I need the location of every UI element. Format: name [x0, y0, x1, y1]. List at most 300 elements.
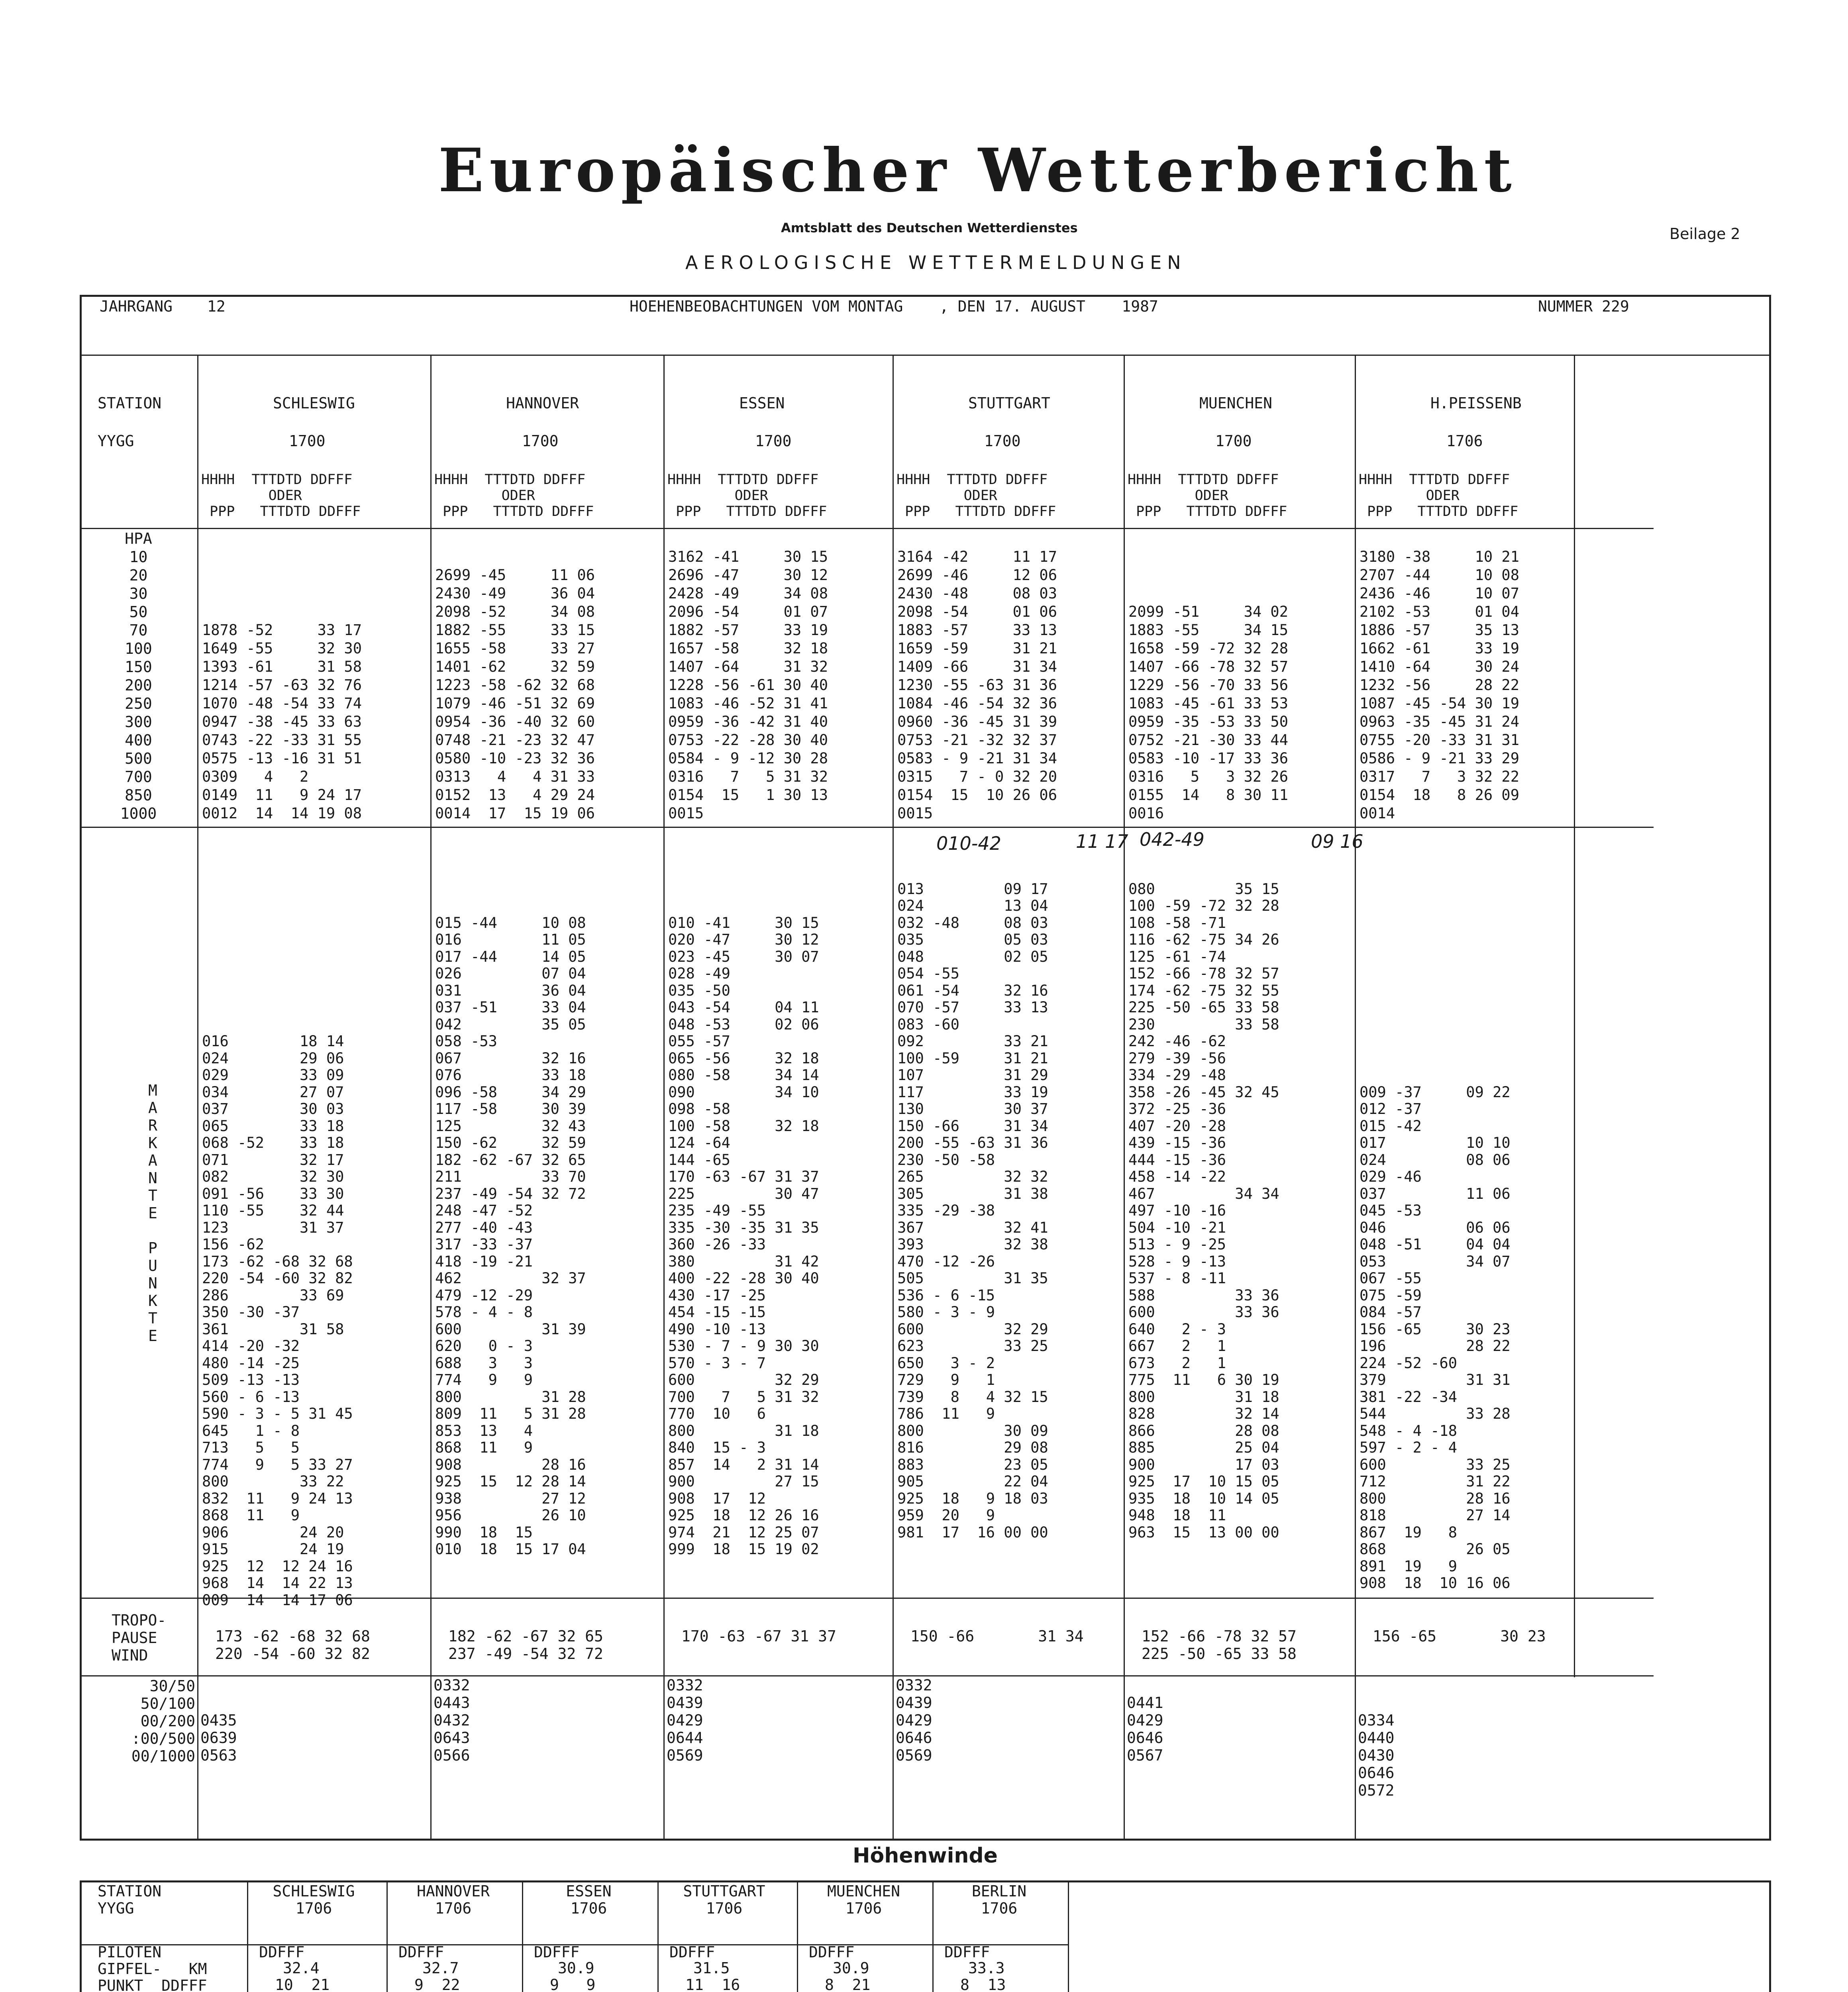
markante-label-letter: E [148, 1327, 157, 1345]
layer-cell: 0435 [200, 1712, 237, 1729]
station-yygg: 1700 [1215, 432, 1252, 450]
sig-level-cell: 071 32 17 [202, 1151, 344, 1169]
wind-station-label: STATION [98, 1882, 162, 1900]
sig-level-cell: 505 31 35 [897, 1270, 1048, 1287]
sig-level-cell: 588 33 36 [1128, 1286, 1279, 1304]
std-level-cell: 3180 -38 10 21 [1360, 548, 1519, 565]
sig-level-cell: 098 -58 [668, 1100, 730, 1118]
sig-level-cell: 800 31 28 [435, 1388, 586, 1406]
std-level-cell: 0315 7 - 0 32 20 [897, 768, 1057, 785]
std-level-cell: 1886 -57 35 13 [1360, 622, 1519, 639]
std-level-cell: 1087 -45 -54 30 19 [1360, 695, 1519, 712]
layer-cell: 0646 [1358, 1764, 1395, 1782]
tropo-cell: 237 -49 -54 32 72 [448, 1645, 603, 1663]
sig-level-cell: 925 18 9 18 03 [897, 1490, 1048, 1507]
sig-level-cell: 067 32 16 [435, 1049, 586, 1067]
sig-level-cell: 100 -58 32 18 [668, 1117, 819, 1135]
markante-label-letter: A [148, 1152, 157, 1169]
std-level-cell: 2102 -53 01 04 [1360, 603, 1519, 620]
std-level-cell: 1407 -64 31 32 [668, 658, 828, 675]
markante-label-letter: A [148, 1099, 157, 1117]
std-level-cell: 1657 -58 32 18 [668, 640, 828, 657]
sig-level-cell: 372 -25 -36 [1128, 1100, 1226, 1118]
sig-level-cell: 528 - 9 -13 [1128, 1253, 1226, 1270]
sig-level-cell: 905 22 04 [897, 1473, 1048, 1490]
column-header: ODER [1128, 488, 1228, 504]
gipfel-ddfff: 8 21 [825, 1976, 871, 1992]
std-level-cell: 1079 -46 -51 32 69 [435, 695, 595, 712]
std-level-cell: 0963 -35 -45 31 24 [1360, 713, 1519, 730]
sig-level-cell: 963 15 13 00 00 [1128, 1523, 1279, 1541]
sig-level-cell: 230 33 58 [1128, 1016, 1279, 1033]
jahrgang-label: JAHRGANG [100, 298, 173, 315]
sig-level-cell: 418 -19 -21 [435, 1253, 533, 1270]
sig-level-cell: 900 17 03 [1128, 1456, 1279, 1473]
markante-label-letter: T [148, 1310, 157, 1327]
sig-level-cell: 667 2 1 [1128, 1337, 1226, 1355]
sig-level-cell: 125 32 43 [435, 1117, 586, 1135]
sig-level-cell: 065 33 18 [202, 1117, 344, 1135]
sig-level-cell: 560 - 6 -13 [202, 1388, 300, 1406]
piloten-label: PILOTEN [98, 1943, 162, 1961]
sig-level-cell: 182 -62 -67 32 65 [435, 1151, 586, 1169]
sig-level-cell: 024 13 04 [897, 897, 1048, 914]
markante-label-letter: U [148, 1257, 157, 1274]
sig-level-cell: 225 -50 -65 33 58 [1128, 999, 1279, 1016]
layer-label: 30/50 [149, 1677, 195, 1695]
column-header: HHHH TTTDTD DDFFF [897, 472, 1048, 488]
tropo-cell: 173 -62 -68 32 68 [215, 1627, 370, 1645]
wind-ddfff-header: DDFFF [944, 1943, 990, 1961]
sig-level-cell: 868 11 9 [202, 1507, 300, 1524]
sig-level-cell: 150 -62 32 59 [435, 1134, 586, 1151]
sig-level-cell: 513 - 9 -25 [1128, 1236, 1226, 1253]
sig-level-cell: 013 09 17 [897, 880, 1048, 898]
wind-station-yygg: 1706 [981, 1900, 1018, 1917]
hpa-level: 400 [125, 731, 152, 749]
layer-cell: 0439 [896, 1694, 932, 1712]
sig-level-cell: 235 -49 -55 [668, 1202, 766, 1219]
sig-level-cell: 053 34 07 [1360, 1253, 1511, 1270]
sig-level-cell: 090 34 10 [668, 1083, 819, 1101]
wind-station-name: BERLIN [971, 1882, 1027, 1900]
sig-level-cell: 938 27 12 [435, 1490, 586, 1507]
sig-level-cell: 645 1 - 8 [202, 1422, 300, 1439]
sig-level-cell: 623 33 25 [897, 1337, 1048, 1355]
std-level-cell: 2436 -46 10 07 [1360, 585, 1519, 602]
sig-level-cell: 034 27 07 [202, 1083, 344, 1101]
layer-cell: 0334 [1358, 1712, 1395, 1729]
sig-level-cell: 117 -58 30 39 [435, 1100, 586, 1118]
sig-level-cell: 110 -55 32 44 [202, 1202, 344, 1219]
std-level-cell: 1659 -59 31 21 [897, 640, 1057, 657]
std-level-cell: 1223 -58 -62 32 68 [435, 676, 595, 694]
sig-level-cell: 358 -26 -45 32 45 [1128, 1083, 1279, 1101]
beilage-label: Beilage 2 [1669, 225, 1740, 243]
hpa-level: 150 [125, 658, 152, 676]
wind-station-name: SCHLESWIG [273, 1882, 355, 1900]
std-level-cell: 1658 -59 -72 32 28 [1128, 640, 1288, 657]
sig-level-cell: 096 -58 34 29 [435, 1083, 586, 1101]
sig-level-cell: 010 -41 30 15 [668, 914, 819, 931]
sig-level-cell: 048 -53 02 06 [668, 1016, 819, 1033]
sig-level-cell: 037 30 03 [202, 1100, 344, 1118]
std-level-cell: 0316 7 5 31 32 [668, 768, 828, 785]
sig-level-cell: 935 18 10 14 05 [1128, 1490, 1279, 1507]
sig-level-cell: 381 -22 -34 [1360, 1388, 1458, 1406]
station-yygg: 1700 [984, 432, 1021, 450]
layer-cell: 0572 [1358, 1782, 1395, 1799]
sig-level-cell: 248 -47 -52 [435, 1202, 533, 1219]
layer-cell: 0441 [1127, 1694, 1163, 1712]
std-level-cell: 0959 -35 -53 33 50 [1128, 713, 1288, 730]
sig-level-cell: 570 - 3 - 7 [668, 1354, 766, 1372]
sig-level-cell: 548 - 4 -18 [1360, 1422, 1458, 1439]
std-level-cell: 1083 -46 -52 31 41 [668, 695, 828, 712]
layer-cell: 0429 [1127, 1712, 1163, 1729]
sig-level-cell: 242 -46 -62 [1128, 1033, 1226, 1050]
std-level-cell: 2096 -54 01 07 [668, 603, 828, 620]
sig-level-cell: 015 -42 [1360, 1117, 1422, 1135]
column-header: HHHH TTTDTD DDFFF [201, 472, 353, 488]
std-level-cell: 1232 -56 28 22 [1360, 676, 1519, 694]
wind-station-name: HANNOVER [416, 1882, 490, 1900]
std-level-cell: 0947 -38 -45 33 63 [202, 713, 362, 730]
tropo-label: WIND [112, 1647, 148, 1664]
std-level-cell: 0015 [897, 805, 933, 822]
sig-level-cell: 024 08 06 [1360, 1151, 1511, 1169]
gipfel-km: 30.9 [558, 1959, 594, 1977]
column-header: HHHH TTTDTD DDFFF [1359, 472, 1510, 488]
std-level-cell: 0012 14 14 19 08 [202, 805, 362, 822]
station-yygg: 1706 [1446, 432, 1483, 450]
markante-label-letter: N [148, 1274, 157, 1292]
sig-level-cell: 393 32 38 [897, 1236, 1048, 1253]
std-level-cell: 0313 4 4 31 33 [435, 768, 595, 785]
std-level-cell: 1883 -55 34 15 [1128, 622, 1288, 639]
sig-level-cell: 265 32 32 [897, 1168, 1048, 1185]
gipfel-ddfff: 9 22 [414, 1976, 460, 1992]
markante-label-letter: K [148, 1134, 157, 1152]
sig-level-cell: 335 -29 -38 [897, 1202, 995, 1219]
gipfel-ddfff: 10 21 [275, 1976, 330, 1992]
station-name: ESSEN [739, 394, 785, 412]
sig-level-cell: 200 -55 -63 31 36 [897, 1134, 1048, 1151]
sig-level-cell: 885 25 04 [1128, 1439, 1279, 1456]
sig-level-cell: 037 -51 33 04 [435, 999, 586, 1016]
std-level-cell: 1882 -55 33 15 [435, 622, 595, 639]
sig-level-cell: 597 - 2 - 4 [1360, 1439, 1458, 1456]
hpa-end-rule [80, 827, 1654, 828]
sig-level-cell: 600 32 29 [897, 1320, 1048, 1338]
sig-level-cell: 130 30 37 [897, 1100, 1048, 1118]
station-name: SCHLESWIG [273, 394, 355, 412]
std-level-cell: 0960 -36 -45 31 39 [897, 713, 1057, 730]
sig-level-cell: 673 2 1 [1128, 1354, 1226, 1372]
sig-level-cell: 048 -51 04 04 [1360, 1236, 1511, 1253]
sig-level-cell: 868 26 05 [1360, 1541, 1511, 1558]
column-header: HHHH TTTDTD DDFFF [667, 472, 819, 488]
sig-level-cell: 032 -48 08 03 [897, 914, 1048, 931]
column-header: PPP TTTDTD DDFFF [667, 504, 827, 520]
sig-level-cell: 700 7 5 31 32 [668, 1388, 819, 1406]
sig-level-cell: 029 -46 [1360, 1168, 1422, 1185]
sig-level-cell: 439 -15 -36 [1128, 1134, 1226, 1151]
std-level-cell: 0954 -36 -40 32 60 [435, 713, 595, 730]
sig-level-cell: 031 36 04 [435, 982, 586, 999]
sig-level-cell: 150 -66 31 34 [897, 1117, 1048, 1135]
col-divider [197, 355, 198, 1841]
sig-level-cell: 117 33 19 [897, 1083, 1048, 1101]
wind-station-yygg: 1706 [570, 1900, 607, 1917]
std-level-cell: 0753 -22 -28 30 40 [668, 731, 828, 749]
std-level-cell: 0584 - 9 -12 30 28 [668, 750, 828, 767]
layer-cell: 0332 [434, 1676, 470, 1694]
sig-level-cell: 224 -52 -60 [1360, 1354, 1458, 1372]
sig-level-cell: 017 10 10 [1360, 1134, 1511, 1151]
sig-level-cell: 906 24 20 [202, 1523, 344, 1541]
sig-level-cell: 915 24 19 [202, 1541, 344, 1558]
std-level-cell: 1084 -46 -54 32 36 [897, 695, 1057, 712]
header-rule [80, 355, 1771, 356]
layer-cell: 0429 [667, 1712, 703, 1729]
sig-level-cell: 467 34 34 [1128, 1185, 1279, 1202]
hpa-level: 30 [129, 585, 148, 602]
wind-ddfff-header: DDFFF [259, 1943, 305, 1961]
wind-station-yygg: 1706 [435, 1900, 472, 1917]
markante-label-letter: M [148, 1082, 157, 1099]
layer-cell: 0332 [896, 1676, 932, 1694]
sig-level-cell: 530 - 7 - 9 30 30 [668, 1337, 819, 1355]
station-yygg: 1700 [755, 432, 792, 450]
sig-level-cell: 925 17 10 15 05 [1128, 1473, 1279, 1490]
std-level-cell: 0155 14 8 30 11 [1128, 786, 1288, 804]
sig-level-cell: 620 0 - 3 [435, 1337, 533, 1355]
markante-label-letter: E [148, 1204, 157, 1222]
sig-level-cell: 092 33 21 [897, 1033, 1048, 1050]
sig-level-cell: 800 33 22 [202, 1473, 344, 1490]
wind-station-yygg: 1706 [845, 1900, 882, 1917]
sig-level-cell: 061 -54 32 16 [897, 982, 1048, 999]
station-rule [80, 528, 1654, 529]
station-name: H.PEISSENB [1430, 394, 1522, 412]
gipfel-ddfff: 8 13 [960, 1976, 1006, 1992]
column-header: HHHH TTTDTD DDFFF [434, 472, 586, 488]
layer-cell: 0563 [200, 1747, 237, 1764]
gipfel-ddfff: 11 16 [685, 1976, 740, 1992]
std-level-cell: 2430 -48 08 03 [897, 585, 1057, 602]
sig-level-cell: 016 11 05 [435, 931, 586, 948]
sig-level-cell: 990 18 15 [435, 1523, 533, 1541]
sig-level-cell: 414 -20 -32 [202, 1337, 300, 1355]
sig-level-cell: 640 2 - 3 [1128, 1320, 1226, 1338]
layer-cell: 0432 [434, 1712, 470, 1729]
std-level-cell: 1214 -57 -63 32 76 [202, 676, 362, 694]
sig-level-cell: 580 - 3 - 9 [897, 1304, 995, 1321]
sig-level-cell: 075 -59 [1360, 1286, 1422, 1304]
sig-level-cell: 712 31 22 [1360, 1473, 1511, 1490]
markante-label-letter: P [148, 1239, 157, 1257]
col-divider [1574, 355, 1575, 1677]
sig-level-cell: 974 21 12 25 07 [668, 1523, 819, 1541]
sig-level-cell: 350 -30 -37 [202, 1304, 300, 1321]
std-level-cell: 2699 -45 11 06 [435, 567, 595, 584]
sig-level-cell: 650 3 - 2 [897, 1354, 995, 1372]
sig-level-cell: 891 19 9 [1360, 1557, 1458, 1575]
sig-level-cell: 084 -57 [1360, 1304, 1422, 1321]
hpa-level: 100 [125, 640, 152, 657]
std-level-cell: 0014 [1360, 805, 1395, 822]
sig-level-cell: 509 -13 -13 [202, 1371, 300, 1388]
sig-level-cell: 800 28 16 [1360, 1490, 1511, 1507]
sig-level-cell: 125 -61 -74 [1128, 948, 1226, 965]
wind-station-name: STUTTGART [683, 1882, 765, 1900]
sig-level-cell: 908 28 16 [435, 1456, 586, 1473]
station-name: STUTTGART [968, 394, 1050, 412]
hpa-level: 700 [125, 768, 152, 786]
piloten-label: PUNKT DDFFF [98, 1977, 207, 1992]
tropo-cell: 156 -65 30 23 [1373, 1627, 1546, 1645]
sig-level-cell: 107 31 29 [897, 1067, 1048, 1084]
hoehenwinde-heading: Höhenwinde [853, 1844, 998, 1868]
section-title: AEROLOGISCHE WETTERMELDUNGEN [685, 252, 1187, 273]
std-level-cell: 2098 -54 01 06 [897, 603, 1057, 620]
std-level-cell: 0014 17 15 19 06 [435, 805, 595, 822]
sig-level-cell: 818 27 14 [1360, 1507, 1511, 1524]
std-level-cell: 0753 -21 -32 32 37 [897, 731, 1057, 749]
sig-level-cell: 774 9 9 [435, 1371, 533, 1388]
sig-level-cell: 277 -40 -43 [435, 1219, 533, 1236]
layer-label: :00/500 [131, 1730, 195, 1747]
std-level-cell: 1407 -66 -78 32 57 [1128, 658, 1288, 675]
sig-level-cell: 023 -45 30 07 [668, 948, 819, 965]
gipfel-km: 32.4 [283, 1959, 320, 1977]
sig-level-cell: 537 - 8 -11 [1128, 1270, 1226, 1287]
std-level-cell: 0154 15 1 30 13 [668, 786, 828, 804]
std-level-cell: 1070 -48 -54 33 74 [202, 695, 362, 712]
sig-level-cell: 070 -57 33 13 [897, 999, 1048, 1016]
sig-level-cell: 173 -62 -68 32 68 [202, 1253, 353, 1270]
sig-level-cell: 055 -57 [668, 1033, 730, 1050]
sig-level-cell: 083 -60 [897, 1016, 959, 1033]
col-divider [1355, 355, 1356, 1841]
sig-level-cell: 152 -66 -78 32 57 [1128, 965, 1279, 982]
std-level-cell: 2696 -47 30 12 [668, 567, 828, 584]
column-header: HHHH TTTDTD DDFFF [1128, 472, 1279, 488]
sig-level-cell: 035 05 03 [897, 931, 1048, 948]
sig-level-cell: 908 17 12 [668, 1490, 766, 1507]
column-header: ODER [1359, 488, 1460, 504]
markante-label-letter: R [148, 1117, 157, 1134]
sig-level-cell: 020 -47 30 12 [668, 931, 819, 948]
sig-level-cell: 317 -33 -37 [435, 1236, 533, 1253]
document-subtitle: Amtsblatt des Deutschen Wetterdienstes [781, 220, 1078, 235]
sig-level-cell: 080 -58 34 14 [668, 1067, 819, 1084]
hpa-level: 200 [125, 676, 152, 694]
sig-level-cell: 900 27 15 [668, 1473, 819, 1490]
std-level-cell: 0580 -10 -23 32 36 [435, 750, 595, 767]
sig-level-cell: 024 29 06 [202, 1049, 344, 1067]
sig-level-cell: 739 8 4 32 15 [897, 1388, 1048, 1406]
sig-level-cell: 981 17 16 00 00 [897, 1523, 1048, 1541]
station-name: HANNOVER [506, 394, 579, 412]
sig-level-cell: 124 -64 [668, 1134, 730, 1151]
sig-level-cell: 544 33 28 [1360, 1405, 1511, 1422]
std-level-cell: 2098 -52 34 08 [435, 603, 595, 620]
station-yygg: 1700 [522, 432, 559, 450]
col-divider [663, 355, 665, 1841]
sig-level-cell: 430 -17 -25 [668, 1286, 766, 1304]
std-level-cell: 1230 -55 -63 31 36 [897, 676, 1057, 694]
sig-level-cell: 009 -37 09 22 [1360, 1083, 1511, 1101]
sig-level-cell: 774 9 5 33 27 [202, 1456, 353, 1473]
sig-level-cell: 035 -50 [668, 982, 730, 999]
layer-cell: 0646 [896, 1729, 932, 1747]
hpa-level: HPA [125, 530, 152, 547]
sig-level-cell: 908 18 10 16 06 [1360, 1574, 1511, 1592]
sig-level-cell: 028 -49 [668, 965, 730, 982]
column-header: ODER [667, 488, 768, 504]
hpa-level: 500 [125, 750, 152, 767]
sig-level-cell: 230 -50 -58 [897, 1151, 995, 1169]
tropo-cell: 150 -66 31 34 [910, 1627, 1084, 1645]
sig-level-cell: 144 -65 [668, 1151, 730, 1169]
gipfel-km: 30.9 [833, 1959, 869, 1977]
hpa-level: 20 [129, 567, 148, 584]
sig-level-cell: 800 30 09 [897, 1422, 1048, 1439]
sig-level-cell: 713 5 5 [202, 1439, 300, 1456]
std-level-cell: 1649 -55 32 30 [202, 640, 362, 657]
std-level-cell: 2428 -49 34 08 [668, 585, 828, 602]
sig-level-cell: 029 33 09 [202, 1067, 344, 1084]
column-header: PPP TTTDTD DDFFF [434, 504, 594, 520]
std-level-cell: 0016 [1128, 805, 1164, 822]
column-header: PPP TTTDTD DDFFF [201, 504, 361, 520]
sig-level-cell: 334 -29 -48 [1128, 1067, 1226, 1084]
sig-level-cell: 048 02 05 [897, 948, 1048, 965]
sig-level-cell: 832 11 9 24 13 [202, 1490, 353, 1507]
std-level-cell: 1662 -61 33 19 [1360, 640, 1519, 657]
std-level-cell: 0575 -13 -16 31 51 [202, 750, 362, 767]
sig-level-cell: 480 -14 -25 [202, 1354, 300, 1372]
layer-cell: 0569 [896, 1747, 932, 1764]
hpa-level: 250 [125, 695, 152, 712]
sig-level-cell: 080 35 15 [1128, 880, 1279, 898]
sig-level-cell: 379 31 31 [1360, 1371, 1511, 1388]
layer-cell: 0443 [434, 1694, 470, 1712]
wind-ddfff-header: DDFFF [809, 1943, 855, 1961]
wind-ddfff-header: DDFFF [398, 1943, 444, 1961]
sig-level-cell: 046 06 06 [1360, 1219, 1511, 1236]
layer-cell: 0567 [1127, 1747, 1163, 1764]
std-level-cell: 0317 7 3 32 22 [1360, 768, 1519, 785]
wind-station-yygg: 1706 [706, 1900, 743, 1917]
markante-label-letter: K [148, 1292, 157, 1310]
sig-level-cell: 016 18 14 [202, 1033, 344, 1050]
col-divider [1124, 355, 1125, 1841]
sig-level-cell: 026 07 04 [435, 965, 586, 982]
col-divider [430, 355, 432, 1841]
sig-level-cell: 600 31 39 [435, 1320, 586, 1338]
column-header: ODER [434, 488, 535, 504]
sig-level-cell: 809 11 5 31 28 [435, 1405, 586, 1422]
sig-level-cell: 100 -59 -72 32 28 [1128, 897, 1279, 914]
tropo-label: PAUSE [112, 1629, 157, 1647]
sig-level-cell: 600 32 29 [668, 1371, 819, 1388]
std-level-cell: 0752 -21 -30 33 44 [1128, 731, 1288, 749]
sig-level-cell: 400 -22 -28 30 40 [668, 1270, 819, 1287]
sig-level-cell: 925 15 12 28 14 [435, 1473, 586, 1490]
